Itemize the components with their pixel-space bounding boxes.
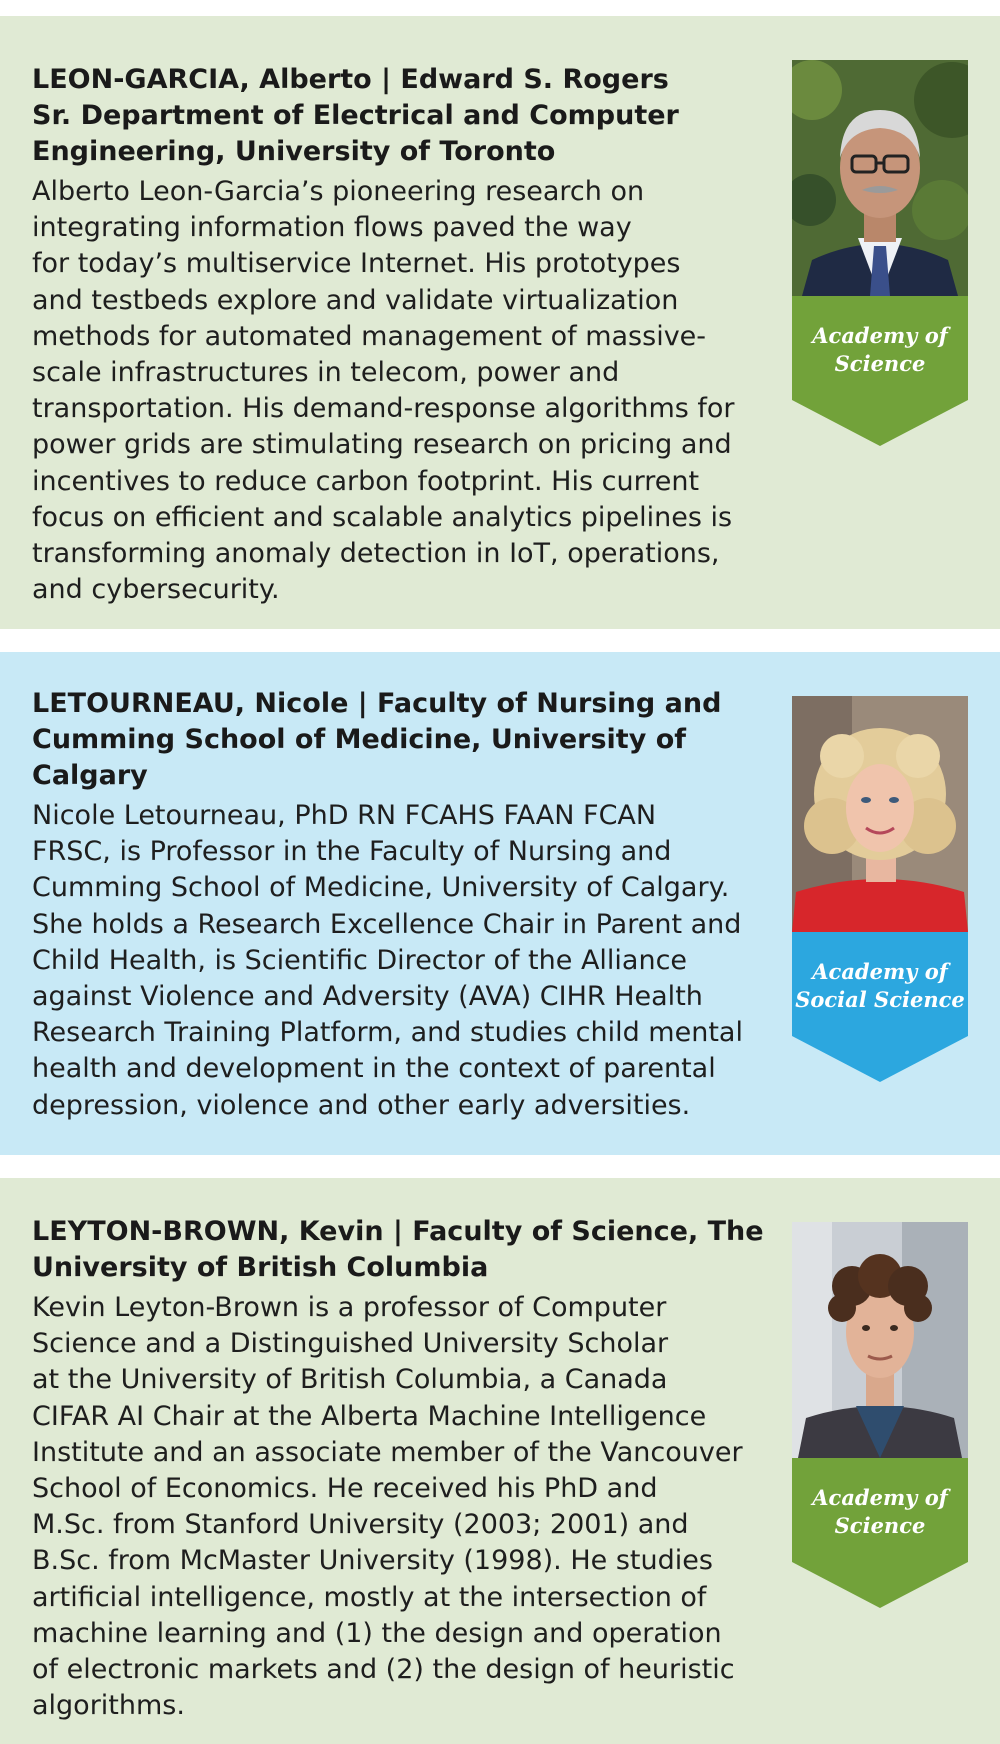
fellow-name: LETOURNEAU, Nicole | Faculty of Nursing and Cumming School of Medicine, University of Calgary bbox=[32, 688, 722, 791]
fellow-card-leyton-brown bbox=[0, 1178, 1000, 1744]
fellow-name: LEON-GARCIA, Alberto | Edward S. Rogers Sr. Department of Electrical and Computer Engineering, University of Toronto bbox=[32, 64, 679, 167]
fellow-bio: Kevin Leyton-Brown is a professor of Computer Science and a Distinguished University Scholar at the University of British Columbia, a Canada CIFAR AI Chair at the Alberta Machine Intelligence Institute and an associate member of the Vancouver School of Economics. He received his PhD and M.Sc. from Stanford University (2003; 2001) and B.Sc. from McMaster University (1998). He studies artificial intelligence, mostly at the intersection of machine learning and (1) the design and operation of electronic markets and (2) the design of heuristic algorithms. bbox=[32, 1292, 743, 1722]
academy-of-science-banner bbox=[792, 296, 968, 446]
academy-label: Academy of Science bbox=[812, 323, 948, 376]
fellow-bio: Alberto Leon-Garcia’s pioneering research on integrating information flows paved the way for today’s multiservice Internet. His prototypes and testbeds explore and validate virtualization methods for automated management of massive- scale infrastructures in telecom, power and transportation. His demand-response algorithms for power grids are stimulating research on pricing and incentives to reduce carbon footprint. His current focus on efficient and scalable analytics pipelines is transforming anomaly detection in IoT, operations, and cybersecurity. bbox=[32, 176, 735, 606]
portrait-photo bbox=[792, 1222, 968, 1458]
academy-label: Academy of Science bbox=[812, 1485, 948, 1538]
fellow-bio: Nicole Letourneau, PhD RN FCAHS FAAN FCAN FRSC, is Professor in the Faculty of Nursing and Cumming School of Medicine, University of Calgary. She holds a Research Excellence Chair in Parent and Child Health, is Scientific Director of the Alliance against Violence and Adversity (AVA) CIHR Health Research Training Platform, and studies child mental health and development in the context of parental depression, violence and other early adversities. bbox=[32, 800, 743, 1121]
academy-label: Academy of Social Science bbox=[795, 959, 965, 1012]
fellow-card-letourneau bbox=[0, 652, 1000, 1155]
fellow-card-leon-garcia bbox=[0, 16, 1000, 629]
academy-of-social-science-banner bbox=[792, 932, 968, 1082]
portrait-photo bbox=[792, 696, 968, 932]
academy-of-science-banner bbox=[792, 1458, 968, 1608]
portrait-photo bbox=[792, 60, 968, 296]
fellow-name: LEYTON-BROWN, Kevin | Faculty of Science, The University of British Columbia bbox=[32, 1216, 764, 1283]
